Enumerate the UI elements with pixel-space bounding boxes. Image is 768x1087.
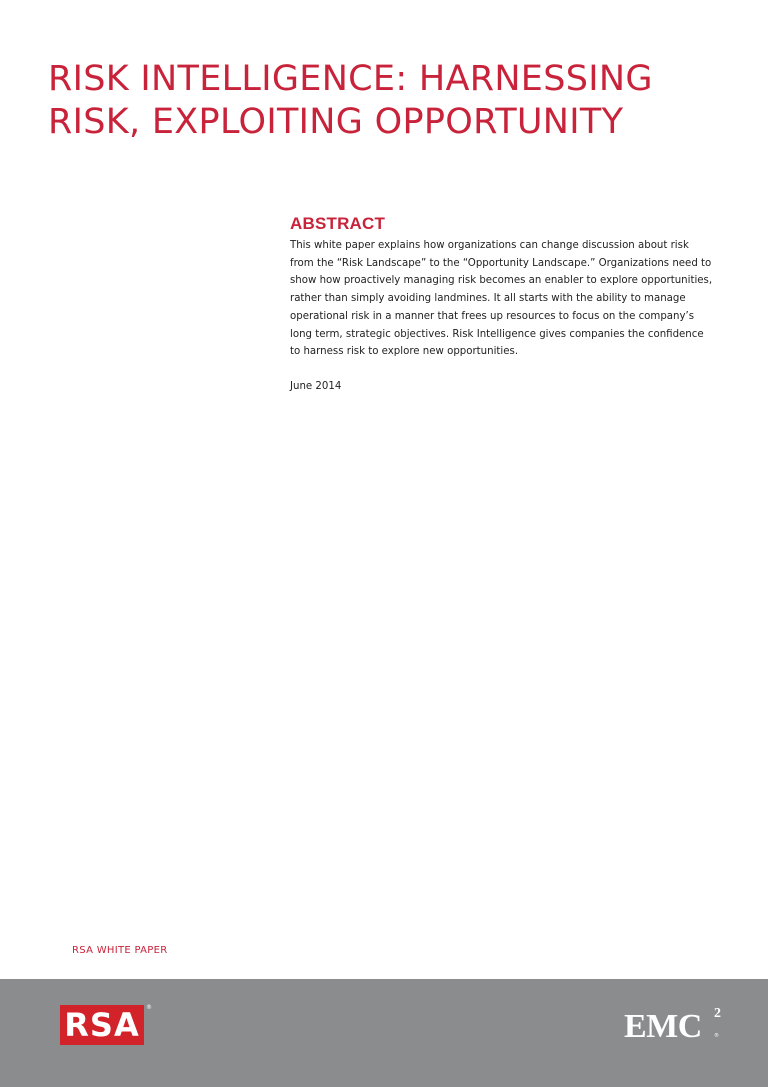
rsa-logo: RSA	[60, 1005, 144, 1045]
abstract-line: long term, strategic objectives. Risk Intelligence gives companies the confidence	[290, 328, 704, 340]
document-title	[48, 58, 738, 144]
abstract-heading: ABSTRACT	[290, 214, 386, 233]
abstract-line: from the “Risk Landscape” to the “Opportunity Landscape.” Organizations need to	[290, 257, 712, 269]
emc-logo: EMC	[624, 1008, 702, 1045]
rsa-registered-mark: ®	[146, 1004, 152, 1011]
abstract-line: rather than simply avoiding landmines. It all starts with the ability to manage	[290, 293, 686, 305]
footer-bar	[0, 979, 768, 1087]
title-line-1: RISK INTELLIGENCE: HARNESSING	[48, 59, 653, 99]
abstract-line: show how proactively managing risk becomes an enabler to explore opportunities,	[290, 275, 713, 287]
publication-date: June 2014	[290, 381, 342, 392]
emc-registered-mark: ®	[714, 1033, 719, 1039]
abstract-line: This white paper explains how organizations can change discussion about risk	[290, 240, 689, 251]
title-line-2: RISK, EXPLOITING OPPORTUNITY	[48, 102, 624, 142]
abstract-body	[290, 237, 730, 361]
paper-type-label: RSA WHITE PAPER	[72, 945, 168, 956]
emc-logo-superscript: 2	[714, 1006, 721, 1021]
abstract-line: to harness risk to explore new opportunities.	[290, 346, 519, 358]
abstract-line: operational risk in a manner that frees up resources to focus on the company’s	[290, 310, 695, 322]
